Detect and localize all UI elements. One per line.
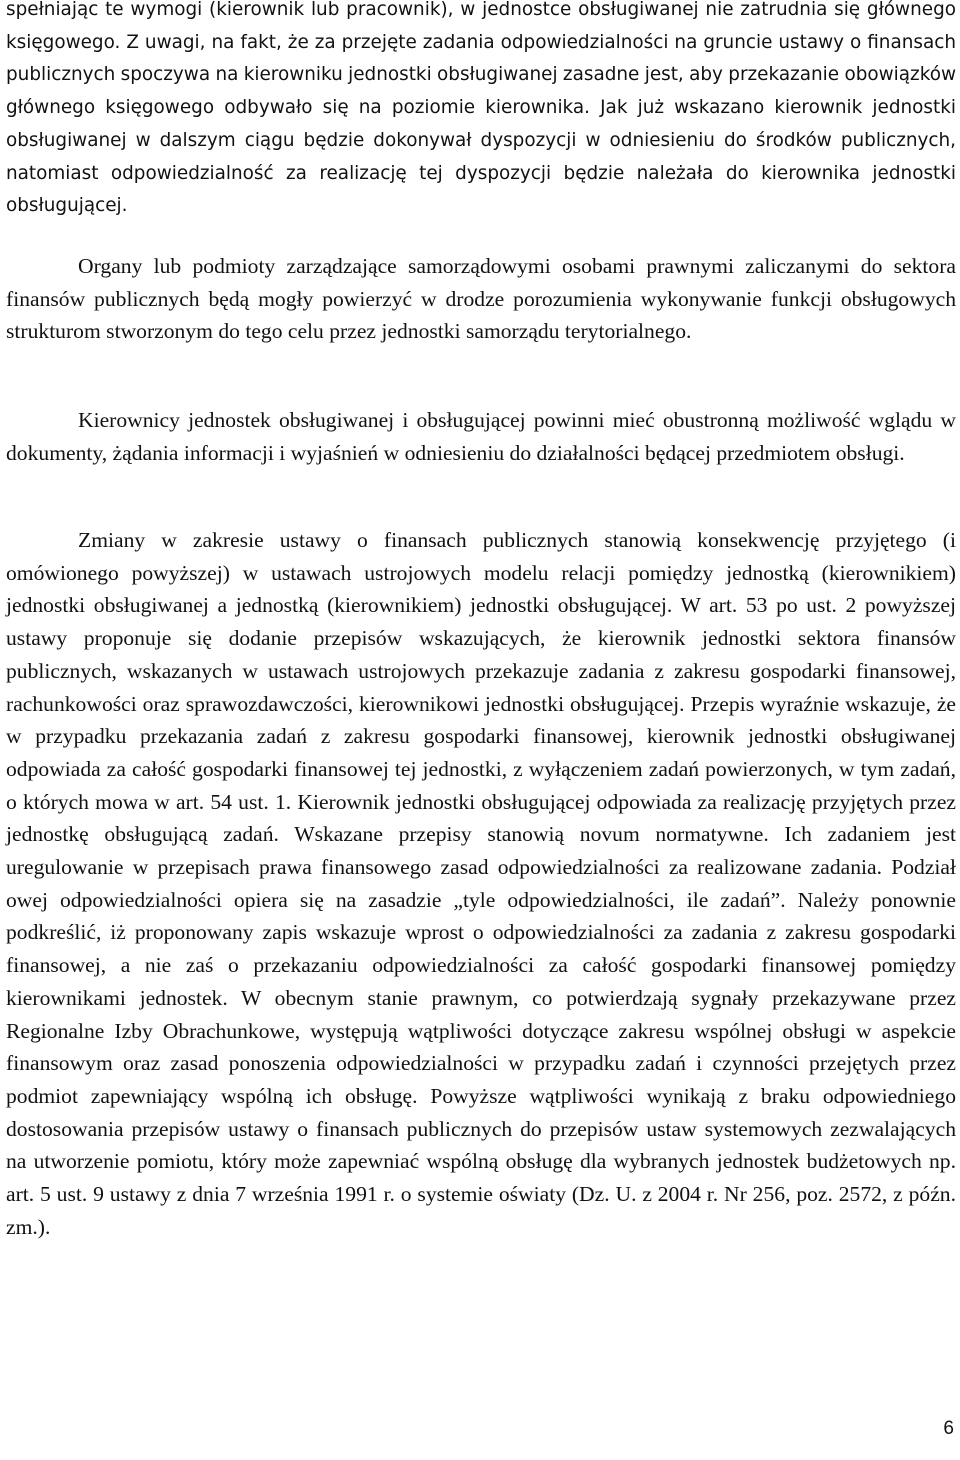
paragraph-organy: Organy lub podmioty zarządzające samorządowymi osobami prawnymi zaliczanymi do sektora finansów publicznych będą mogły powierzyć w drodze porozumienia wykonywanie funkcji obsługowych strukturom stworzonym do tego celu przez jednostki samorządu terytorialnego.	[6, 254, 956, 344]
paragraph-continuation: spełniając te wymogi (kierownik lub pracownik), w jednostce obsługiwanej nie zatrudnia się głównego księgowego. Z uwagi, na fakt, że za przejęte zadania odpowiedzialności na gruncie ustawy o finansach publicznych spoczywa na kierowniku jednostki obsługiwanej zasadne jest, aby przekazanie obowiązków głównego księgowego odbywało się na poziomie kierownika. Jak już wskazano kierownik jednostki obsługiwanej w dalszym ciągu będzie dokonywał dyspozycji w odniesieniu do środków publicznych, natomiast odpowiedzialność za realizację tej dyspozycji będzie należała do kierownika jednostki obsługującej.	[6, 0, 956, 217]
paragraph-zmiany: Zmiany w zakresie ustawy o finansach publicznych stanowią konsekwencję przyjętego (i omówionego powyższej) w ustawach ustrojowych modelu relacji pomiędzy jednostką (kierownikiem) jednostki obsługiwanej a jednostką (kierownikiem) jednostki obsługującej. W art. 53 po ust. 2 powyższej ustawy proponuje się dodanie przepisów wskazujących, że kierownik jednostki sektora finansów publicznych, wskazanych w ustawach ustrojowych przekazuje zadania z zakresu gospodarki finansowej, rachunkowości oraz sprawozdawczości, kierownikowi jednostki obsługującej. Przepis wyraźnie wskazuje, że w przypadku przekazania zadań z zakresu gospodarki finansowej, kierownik jednostki obsługiwanej odpowiada za całość gospodarki finansowej tej jednostki, z wyłączeniem zadań powierzonych, w tym zadań, o których mowa w art. 54 ust. 1. Kierownik jednostki obsługującej odpowiada za realizację przyjętych przez jednostkę obsługującą zadań. Wskazane przepisy stanowią novum normatywne. Ich zadaniem jest uregulowanie w przepisach prawa finansowego zasad odpowiedzialności za realizowane zadania. Podział owej odpowiedzialności opiera się na zasadzie „tyle odpowiedzialności, ile zadań”. Należy ponownie podkreślić, iż proponowany zapis wskazuje wprost o odpowiedzialności za zadania z zakresu gospodarki finansowej, a nie zaś o przekazaniu odpowiedzialności za całość gospodarki finansowej pomiędzy kierownikami jednostek. W obecnym stanie prawnym, co potwierdzają sygnały przekazywane przez Regionalne Izby Obrachunkowe, występują wątpliwości dotyczące zakresu wspólnej obsługi w aspekcie finansowym oraz zasad ponoszenia odpowiedzialności w przypadku zadań i czynności przejętych przez podmiot zapewniający wspólną ich obsługę. Powyższe wątpliwości wynikają z braku odpowiedniego dostosowania przepisów ustawy o finansach publicznych do przepisów ustaw systemowych zezwalających na utworzenie pomiotu, który może zapewniać wspólną obsługę dla wybranych jednostek budżetowych np. art. 5 ust. 9 ustawy z dnia 7 września 1991 r. o systemie oświaty (Dz. U. z 2004 r. Nr 256, poz. 2572, z późn. zm.).	[6, 528, 956, 1239]
page-number: 6	[943, 1418, 954, 1439]
paragraph-kierownicy: Kierownicy jednostek obsługiwanej i obsługującej powinni mieć obustronną możliwość wglądu w dokumenty, żądania informacji i wyjaśnień w odniesieniu do działalności będącej przedmiotem obsługi.	[6, 408, 956, 465]
